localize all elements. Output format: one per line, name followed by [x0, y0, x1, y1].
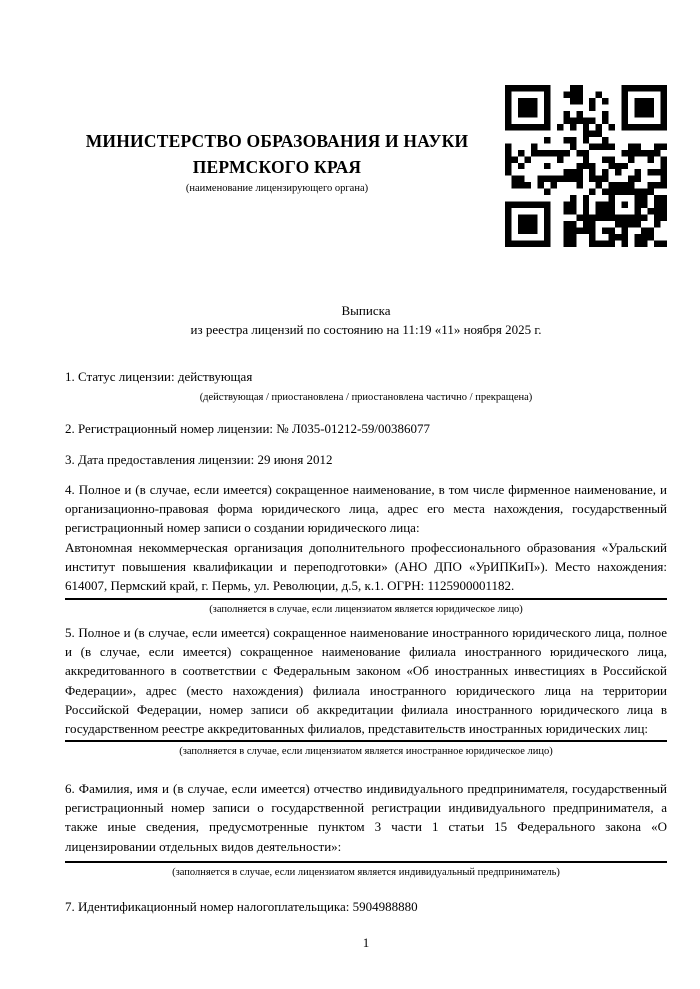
item-6-label: 6. Фамилия, имя и (в случае, если имеется) отчество индивидуального предпринимателя, государственный регистрационный номер записи о государственной регистрации индивидуального предпринимателя, а также иные сведения, предусмотренные пунктом 3 части 1 статьи 15 Федерального закона «О лицензировании отдельных видов деятельности»:	[65, 781, 667, 854]
item-5-blank-value-line	[65, 738, 667, 742]
ministry-name-line1: МИНИСТЕРСТВО ОБРАЗОВАНИЯ И НАУКИ	[85, 131, 469, 151]
item-1-note: (действующая / приостановлена / приостановлена частично / прекращена)	[199, 392, 533, 404]
ministry-name-line2: ПЕРМСКОГО КРАЯ	[192, 157, 362, 177]
item-4-legal-entity	[65, 480, 667, 616]
document-title-line1: Выписка	[341, 303, 391, 318]
page-number: 1	[362, 935, 370, 950]
item-7-taxpayer-number	[65, 897, 667, 916]
document-title-line2: из реестра лицензий по состоянию на 11:19 «11» ноября 2025 г.	[190, 322, 542, 337]
item-5-note: (заполняется в случае, если лицензиатом является иностранное юридическое лицо)	[179, 746, 553, 758]
item-2-text: 2. Регистрационный номер лицензии: № Л035-01212-59/00386077	[65, 421, 431, 436]
item-3-text: 3. Дата предоставления лицензии: 29 июня 2012	[65, 452, 333, 467]
item-4-note: (заполняется в случае, если лицензиатом является юридическое лицо)	[209, 604, 523, 616]
item-3-license-date	[65, 450, 667, 469]
item-4-value: Автономная некоммерческая организация дополнительного профессионального образования «Уральский институт повышения квалификации и переподготовки» (АНО ДПО «УрИПКиП»). Место нахождения: 614007, Пермский край, г. Пермь, ул. Революции, д.5, к.1. ОГРН: 1125900001182.	[65, 538, 667, 601]
item-6-individual-entrepreneur	[65, 779, 667, 879]
item-5-foreign-entity	[65, 623, 667, 758]
item-6-blank-value-line	[65, 856, 667, 863]
item-4-label: 4. Полное и (в случае, если имеется) сокращенное наименование, в том числе фирменное наименование, и организационно-правовая форма юридического лица, адрес его места нахождения, государственный регистрационный номер записи о создании юридического лица:	[65, 482, 667, 536]
item-1-text: 1. Статус лицензии: действующая	[65, 369, 253, 384]
ministry-name-note: (наименование лицензирующего органа)	[185, 183, 369, 194]
item-5-label: 5. Полное и (в случае, если имеется) сокращенное наименование иностранного юридического лица, полное и (в случае, если имеется) сокращенное наименование филиала иностранного юридического лица, аккредитованного в соответствии с Федеральным законом «Об иностранных инвестициях в Российской Федерации», адрес (место нахождения) филиала иностранного юридического лица на территории Российской Федерации, номер записи об аккредитации филиала иностранного юридического лица в государственном реестре аккредитованных филиалов, представительств иностранных юридических лиц:	[65, 625, 667, 737]
item-2-registration-number	[65, 419, 667, 438]
qr-code-icon	[505, 85, 667, 247]
item-1-license-status	[65, 367, 667, 404]
item-6-note: (заполняется в случае, если лицензиатом является индивидуальный предприниматель)	[172, 866, 560, 878]
document-title	[65, 301, 667, 339]
item-7-text: 7. Идентификационный номер налогоплательщика: 5904988880	[65, 899, 418, 914]
ministry-header	[65, 128, 489, 196]
